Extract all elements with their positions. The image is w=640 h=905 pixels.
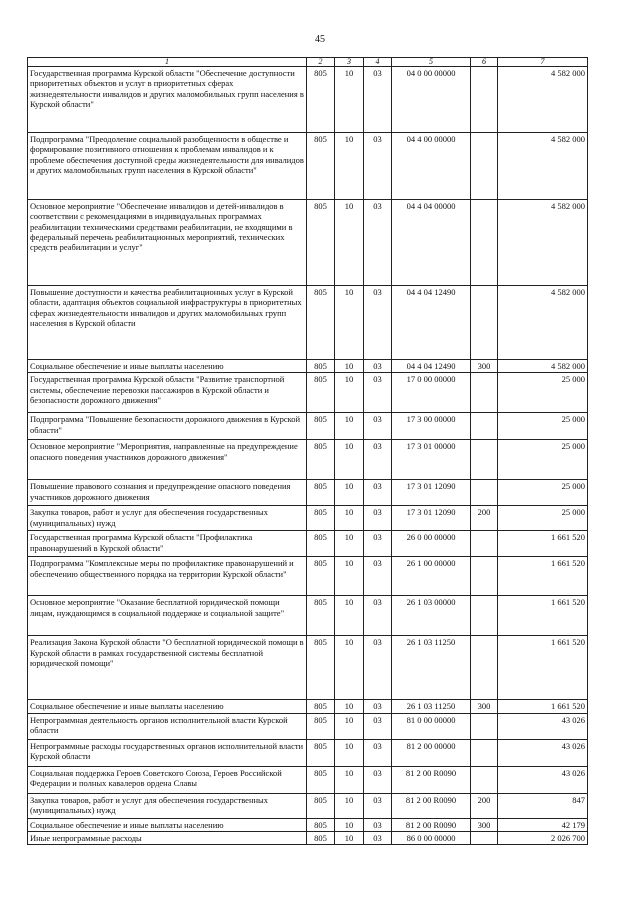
chief-admin-code-cell: 805 xyxy=(307,832,335,845)
target-article-cell: 81 2 00 R0090 xyxy=(392,793,471,818)
section-code-cell: 10 xyxy=(335,67,364,133)
subsection-code-cell: 03 xyxy=(364,531,392,557)
row-name-cell: Подпрограмма "Повышение безопасности дорожного движения в Курской области" xyxy=(28,413,307,440)
subsection-code-cell: 03 xyxy=(364,480,392,506)
expense-type-cell: 200 xyxy=(471,793,498,818)
amount-cell: 1 661 520 xyxy=(498,557,588,596)
target-article-cell: 17 3 00 00000 xyxy=(392,413,471,440)
section-code-cell: 10 xyxy=(335,596,364,636)
table-body xyxy=(28,67,588,845)
table-row xyxy=(28,766,588,793)
subsection-code-cell: 03 xyxy=(364,700,392,713)
table-row xyxy=(28,739,588,766)
expense-type-cell xyxy=(471,286,498,360)
chief-admin-code-cell: 805 xyxy=(307,286,335,360)
row-name-cell: Иные непрограммные расходы xyxy=(28,832,307,845)
subsection-code-cell: 03 xyxy=(364,793,392,818)
amount-cell: 4 582 000 xyxy=(498,360,588,373)
amount-cell: 43 026 xyxy=(498,739,588,766)
row-name-cell: Основное мероприятие "Оказание бесплатной юридической помощи лицам, нуждающимся в социальной поддержке и социальной защите" xyxy=(28,596,307,636)
amount-cell: 1 661 520 xyxy=(498,700,588,713)
target-article-cell: 17 3 01 12090 xyxy=(392,506,471,531)
column-header: 1 xyxy=(28,58,307,67)
amount-cell: 25 000 xyxy=(498,373,588,413)
row-name-cell: Повышение правового сознания и предупреждение опасного поведения участников дорожного движения xyxy=(28,480,307,506)
subsection-code-cell: 03 xyxy=(364,286,392,360)
target-article-cell: 26 1 00 00000 xyxy=(392,557,471,596)
amount-cell: 1 661 520 xyxy=(498,636,588,700)
row-name-cell: Государственная программа Курской области "Обеспечение доступности приоритетных объектов и услуг в приоритетных сферах жизнедеятельности инвалидов и других маломобильных групп населения в Курской области" xyxy=(28,67,307,133)
table-row xyxy=(28,700,588,713)
row-name-cell: Государственная программа Курской области "Профилактика правонарушений в Курской области" xyxy=(28,531,307,557)
subsection-code-cell: 03 xyxy=(364,67,392,133)
table-row xyxy=(28,818,588,831)
chief-admin-code-cell: 805 xyxy=(307,373,335,413)
row-name-cell: Государственная программа Курской области "Развитие транспортной системы, обеспечение перевозки пассажиров в Курской области и безопасности дорожного движения" xyxy=(28,373,307,413)
expense-type-cell xyxy=(471,557,498,596)
table-row xyxy=(28,832,588,845)
chief-admin-code-cell: 805 xyxy=(307,557,335,596)
column-header: 2 xyxy=(307,58,335,67)
amount-cell: 25 000 xyxy=(498,440,588,480)
expense-type-cell xyxy=(471,766,498,793)
row-name-cell: Повышение доступности и качества реабилитационных услуг в Курской области, адаптация объектов социальной инфраструктуры в приоритетных сферах жизнедеятельности инвалидов и других маломобильных групп населения в Курской области xyxy=(28,286,307,360)
expense-type-cell xyxy=(471,596,498,636)
row-name-cell: Основное мероприятие "Обеспечение инвалидов и детей-инвалидов в соответствии с рекомендациями в индивидуальных программах реабилитации техническими средствами реабилитации, не входящими в федеральный перечень реабилитационных мероприятий, технических средств реабилитации и услуг" xyxy=(28,200,307,286)
chief-admin-code-cell: 805 xyxy=(307,67,335,133)
row-name-cell: Социальное обеспечение и иные выплаты населению xyxy=(28,360,307,373)
chief-admin-code-cell: 805 xyxy=(307,596,335,636)
target-article-cell: 04 4 04 00000 xyxy=(392,200,471,286)
expense-type-cell: 300 xyxy=(471,700,498,713)
chief-admin-code-cell: 805 xyxy=(307,793,335,818)
amount-cell: 847 xyxy=(498,793,588,818)
section-code-cell: 10 xyxy=(335,793,364,818)
chief-admin-code-cell: 805 xyxy=(307,440,335,480)
target-article-cell: 17 3 01 12090 xyxy=(392,480,471,506)
section-code-cell: 10 xyxy=(335,286,364,360)
amount-cell: 4 582 000 xyxy=(498,133,588,200)
expense-type-cell xyxy=(471,739,498,766)
target-article-cell: 26 1 03 00000 xyxy=(392,596,471,636)
row-name-cell: Непрограммные расходы государственных органов исполнительной власти Курской области xyxy=(28,739,307,766)
row-name-cell: Закупка товаров, работ и услуг для обеспечения государственных (муниципальных) нужд xyxy=(28,506,307,531)
amount-cell: 2 026 700 xyxy=(498,832,588,845)
table-row xyxy=(28,440,588,480)
target-article-cell: 26 0 00 00000 xyxy=(392,531,471,557)
table-row xyxy=(28,636,588,700)
expense-type-cell: 200 xyxy=(471,506,498,531)
section-code-cell: 10 xyxy=(335,713,364,739)
chief-admin-code-cell: 805 xyxy=(307,360,335,373)
section-code-cell: 10 xyxy=(335,360,364,373)
chief-admin-code-cell: 805 xyxy=(307,766,335,793)
table-row xyxy=(28,506,588,531)
column-header: 7 xyxy=(498,58,588,67)
subsection-code-cell: 03 xyxy=(364,713,392,739)
row-name-cell: Непрограммная деятельность органов исполнительной власти Курской области xyxy=(28,713,307,739)
table-row xyxy=(28,531,588,557)
row-name-cell: Основное мероприятие "Мероприятия, направленные на предупреждение опасного поведения участников дорожного движения" xyxy=(28,440,307,480)
row-name-cell: Подпрограмма "Комплексные меры по профилактике правонарушений и обеспечению общественного порядка на территории Курской области" xyxy=(28,557,307,596)
page-number: 45 xyxy=(315,34,325,45)
section-code-cell: 10 xyxy=(335,133,364,200)
subsection-code-cell: 03 xyxy=(364,373,392,413)
subsection-code-cell: 03 xyxy=(364,133,392,200)
target-article-cell: 81 0 00 00000 xyxy=(392,713,471,739)
target-article-cell: 17 0 00 00000 xyxy=(392,373,471,413)
section-code-cell: 10 xyxy=(335,531,364,557)
section-code-cell: 10 xyxy=(335,200,364,286)
chief-admin-code-cell: 805 xyxy=(307,739,335,766)
expense-type-cell xyxy=(471,480,498,506)
target-article-cell: 26 1 03 11250 xyxy=(392,700,471,713)
chief-admin-code-cell: 805 xyxy=(307,700,335,713)
table-row xyxy=(28,557,588,596)
row-name-cell: Реализация Закона Курской области "О бесплатной юридической помощи в Курской области в рамках государственной системы бесплатной юридической помощи" xyxy=(28,636,307,700)
target-article-cell: 81 2 00 00000 xyxy=(392,739,471,766)
amount-cell: 25 000 xyxy=(498,413,588,440)
chief-admin-code-cell: 805 xyxy=(307,200,335,286)
expense-type-cell xyxy=(471,67,498,133)
section-code-cell: 10 xyxy=(335,739,364,766)
chief-admin-code-cell: 805 xyxy=(307,480,335,506)
amount-cell: 1 661 520 xyxy=(498,596,588,636)
target-article-cell: 04 4 04 12490 xyxy=(392,360,471,373)
chief-admin-code-cell: 805 xyxy=(307,636,335,700)
target-article-cell: 81 2 00 R0090 xyxy=(392,766,471,793)
subsection-code-cell: 03 xyxy=(364,506,392,531)
subsection-code-cell: 03 xyxy=(364,413,392,440)
subsection-code-cell: 03 xyxy=(364,739,392,766)
target-article-cell: 04 4 00 00000 xyxy=(392,133,471,200)
amount-cell: 4 582 000 xyxy=(498,67,588,133)
section-code-cell: 10 xyxy=(335,440,364,480)
section-code-cell: 10 xyxy=(335,766,364,793)
row-name-cell: Социальное обеспечение и иные выплаты населению xyxy=(28,818,307,831)
column-header: 6 xyxy=(471,58,498,67)
section-code-cell: 10 xyxy=(335,818,364,831)
subsection-code-cell: 03 xyxy=(364,360,392,373)
expense-type-cell xyxy=(471,200,498,286)
table-row xyxy=(28,713,588,739)
amount-cell: 42 179 xyxy=(498,818,588,831)
row-name-cell: Закупка товаров, работ и услуг для обеспечения государственных (муниципальных) нужд xyxy=(28,793,307,818)
expense-type-cell xyxy=(471,713,498,739)
table-row xyxy=(28,200,588,286)
subsection-code-cell: 03 xyxy=(364,766,392,793)
amount-cell: 43 026 xyxy=(498,713,588,739)
target-article-cell: 04 4 04 12490 xyxy=(392,286,471,360)
chief-admin-code-cell: 805 xyxy=(307,133,335,200)
subsection-code-cell: 03 xyxy=(364,832,392,845)
table-row xyxy=(28,67,588,133)
chief-admin-code-cell: 805 xyxy=(307,818,335,831)
header-row xyxy=(28,58,588,67)
table-row xyxy=(28,286,588,360)
column-header: 4 xyxy=(364,58,392,67)
target-article-cell: 86 0 00 00000 xyxy=(392,832,471,845)
amount-cell: 4 582 000 xyxy=(498,286,588,360)
expense-type-cell xyxy=(471,531,498,557)
expense-type-cell xyxy=(471,636,498,700)
chief-admin-code-cell: 805 xyxy=(307,506,335,531)
section-code-cell: 10 xyxy=(335,480,364,506)
chief-admin-code-cell: 805 xyxy=(307,531,335,557)
chief-admin-code-cell: 805 xyxy=(307,713,335,739)
subsection-code-cell: 03 xyxy=(364,818,392,831)
subsection-code-cell: 03 xyxy=(364,636,392,700)
section-code-cell: 10 xyxy=(335,832,364,845)
expense-type-cell xyxy=(471,413,498,440)
table-row xyxy=(28,413,588,440)
expense-type-cell xyxy=(471,440,498,480)
section-code-cell: 10 xyxy=(335,636,364,700)
amount-cell: 1 661 520 xyxy=(498,531,588,557)
expense-type-cell: 300 xyxy=(471,818,498,831)
table-row xyxy=(28,480,588,506)
row-name-cell: Подпрограмма "Преодоление социальной разобщенности в обществе и формирование позитивного отношения к проблемам инвалидов и к проблеме обеспечения доступной среды жизнедеятельности для инвалидов и других маломобильных групп населения в Курской области" xyxy=(28,133,307,200)
budget-table xyxy=(27,57,588,845)
section-code-cell: 10 xyxy=(335,413,364,440)
table-row xyxy=(28,596,588,636)
target-article-cell: 04 0 00 00000 xyxy=(392,67,471,133)
row-name-cell: Социальное обеспечение и иные выплаты населению xyxy=(28,700,307,713)
section-code-cell: 10 xyxy=(335,557,364,596)
subsection-code-cell: 03 xyxy=(364,440,392,480)
expense-type-cell: 300 xyxy=(471,360,498,373)
table-row xyxy=(28,133,588,200)
amount-cell: 25 000 xyxy=(498,506,588,531)
chief-admin-code-cell: 805 xyxy=(307,413,335,440)
subsection-code-cell: 03 xyxy=(364,557,392,596)
amount-cell: 4 582 000 xyxy=(498,200,588,286)
section-code-cell: 10 xyxy=(335,373,364,413)
target-article-cell: 26 1 03 11250 xyxy=(392,636,471,700)
table-row xyxy=(28,793,588,818)
subsection-code-cell: 03 xyxy=(364,200,392,286)
amount-cell: 25 000 xyxy=(498,480,588,506)
target-article-cell: 17 3 01 00000 xyxy=(392,440,471,480)
expense-type-cell xyxy=(471,373,498,413)
row-name-cell: Социальная поддержка Героев Советского Союза, Героев Российской Федерации и полных кавалеров ордена Славы xyxy=(28,766,307,793)
subsection-code-cell: 03 xyxy=(364,596,392,636)
amount-cell: 43 026 xyxy=(498,766,588,793)
expense-type-cell xyxy=(471,832,498,845)
section-code-cell: 10 xyxy=(335,700,364,713)
target-article-cell: 81 2 00 R0090 xyxy=(392,818,471,831)
table-row xyxy=(28,360,588,373)
column-header: 3 xyxy=(335,58,364,67)
column-header: 5 xyxy=(392,58,471,67)
section-code-cell: 10 xyxy=(335,506,364,531)
expense-type-cell xyxy=(471,133,498,200)
table-row xyxy=(28,373,588,413)
